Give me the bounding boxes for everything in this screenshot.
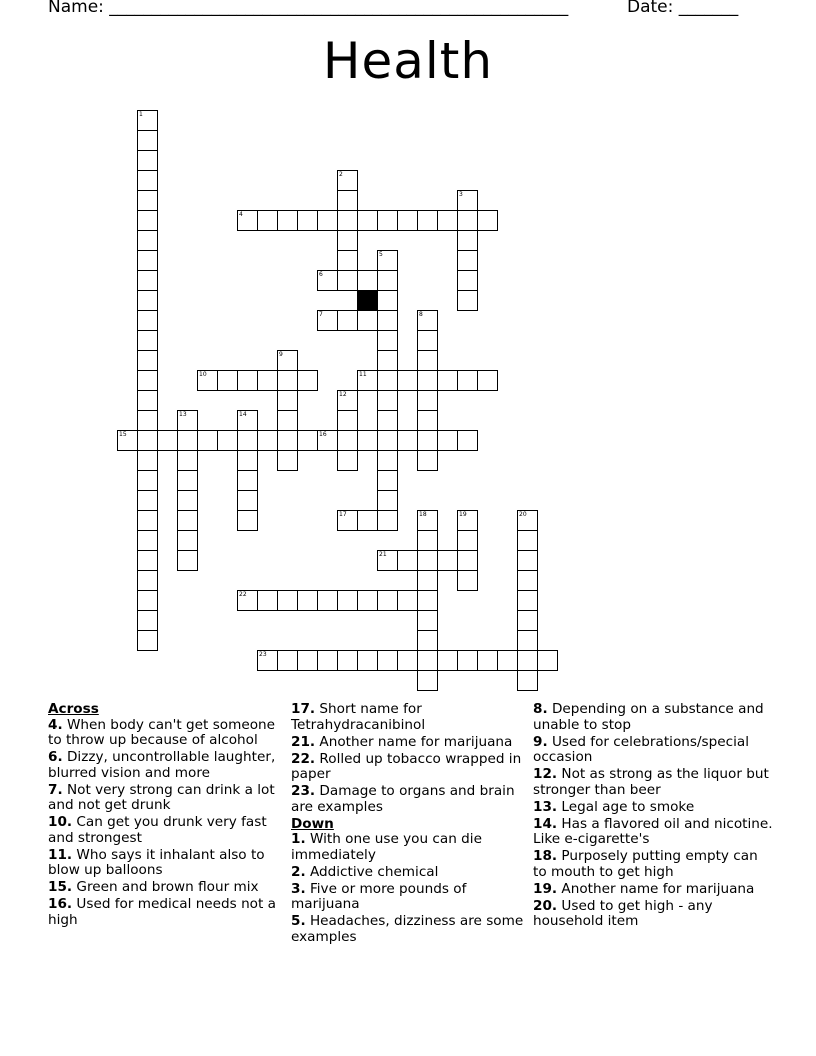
grid-cell[interactable] [437, 430, 458, 451]
grid-cell[interactable] [417, 630, 438, 651]
grid-cell[interactable] [457, 530, 478, 551]
grid-cell[interactable] [217, 370, 238, 391]
grid-cell[interactable] [457, 550, 478, 571]
clue-number: 6 [319, 271, 323, 278]
clue-number: 17 [339, 511, 347, 518]
grid-cell[interactable] [377, 350, 398, 371]
grid-cell[interactable] [277, 210, 298, 231]
grid-cell[interactable] [397, 550, 418, 571]
down-heading: Down [291, 815, 334, 832]
clue-down: 19. Another name for marijuana [533, 880, 755, 897]
grid-cell[interactable] [417, 610, 438, 631]
grid-cell[interactable] [417, 670, 438, 691]
grid-cell[interactable] [477, 650, 498, 671]
grid-cell[interactable] [277, 650, 298, 671]
grid-cell[interactable] [237, 450, 258, 471]
grid-cell[interactable] [377, 210, 398, 231]
grid-cell[interactable] [137, 150, 158, 171]
grid-cell[interactable] [237, 370, 258, 391]
grid-cell[interactable] [177, 430, 198, 451]
grid-cell[interactable] [137, 190, 158, 211]
grid-cell[interactable] [457, 230, 478, 251]
clue-number: 23 [259, 651, 267, 658]
grid-cell[interactable] [377, 510, 398, 531]
grid-cell[interactable] [477, 370, 498, 391]
clue-across: 15. Green and brown flour mix [48, 879, 259, 895]
grid-cell[interactable] [397, 590, 418, 611]
clue-number: 16 [319, 431, 327, 438]
clue-across: 11. Who says it inhalant also to blow up balloons [48, 846, 265, 878]
clue-down: 5. Headaches, dizziness are some examples [291, 913, 524, 945]
grid-cell[interactable] [337, 650, 358, 671]
grid-cell[interactable] [357, 430, 378, 451]
clue-number: 8 [419, 311, 423, 318]
clue-across: 21. Another name for marijuana [291, 733, 513, 750]
clue-down: 18. Purposely putting empty can to mouth to get high [533, 848, 758, 880]
grid-cell[interactable] [377, 650, 398, 671]
grid-cell[interactable] [417, 550, 438, 571]
grid-cell[interactable] [377, 550, 398, 571]
clue-number: 7 [319, 311, 323, 318]
grid-cell[interactable] [137, 170, 158, 191]
grid-cell[interactable] [297, 370, 318, 391]
clue-down: 3. Five or more pounds of marijuana [291, 880, 467, 912]
grid-cell[interactable] [377, 430, 398, 451]
grid-cell[interactable] [357, 310, 378, 331]
grid-cell[interactable] [417, 330, 438, 351]
grid-cell[interactable] [257, 370, 278, 391]
grid-cell[interactable] [457, 650, 478, 671]
grid-cell[interactable] [377, 410, 398, 431]
grid-cell[interactable] [137, 530, 158, 551]
clue-number: 3 [459, 191, 463, 198]
grid-cell[interactable] [517, 670, 538, 691]
grid-cell[interactable] [377, 250, 398, 271]
grid-cell[interactable] [237, 410, 258, 431]
grid-cell[interactable] [337, 170, 358, 191]
grid-cell[interactable] [137, 270, 158, 291]
grid-cell[interactable] [337, 430, 358, 451]
grid-cell[interactable] [457, 190, 478, 211]
grid-cell[interactable] [217, 430, 238, 451]
clue-across: 16. Used for medical needs not a high [48, 896, 276, 928]
across-heading: Across [48, 701, 99, 717]
grid-cell[interactable] [517, 530, 538, 551]
grid-cell[interactable] [277, 430, 298, 451]
grid-cell[interactable] [137, 490, 158, 511]
clue-across: 17. Short name for Tetrahydracanibinol [291, 701, 426, 733]
grid-cell[interactable] [277, 370, 298, 391]
clue-number: 14 [239, 411, 247, 418]
grid-cell[interactable] [377, 330, 398, 351]
grid-cell[interactable] [457, 510, 478, 531]
clue-across: 23. Damage to organs and brain are examples [291, 783, 515, 815]
clue-number: 4 [239, 211, 243, 218]
grid-cell[interactable] [417, 570, 438, 591]
grid-cell[interactable] [437, 370, 458, 391]
clue-down: 13. Legal age to smoke [533, 798, 695, 815]
grid-cell[interactable] [397, 650, 418, 671]
grid-cell[interactable] [457, 290, 478, 311]
grid-cell[interactable] [457, 430, 478, 451]
grid-cell[interactable] [337, 310, 358, 331]
grid-cell[interactable] [357, 510, 378, 531]
grid-cell[interactable] [137, 210, 158, 231]
grid-cell[interactable] [277, 410, 298, 431]
grid-cell[interactable] [377, 290, 398, 311]
grid-cell[interactable] [497, 650, 518, 671]
grid-cell[interactable] [397, 370, 418, 391]
grid-cell[interactable] [377, 470, 398, 491]
grid-cell[interactable] [417, 410, 438, 431]
grid-cell[interactable] [317, 650, 338, 671]
grid-cell[interactable] [297, 650, 318, 671]
grid-cell[interactable] [257, 590, 278, 611]
clue-down: 2. Addictive chemical [291, 863, 439, 880]
grid-cell[interactable] [357, 270, 378, 291]
grid-cell[interactable] [237, 210, 258, 231]
grid-cell[interactable] [457, 250, 478, 271]
clue-number: 18 [419, 511, 427, 518]
grid-cell[interactable] [177, 510, 198, 531]
grid-cell[interactable] [377, 490, 398, 511]
clue-down: 14. Has a flavored oil and nicotine. Like e-cigarette's [533, 815, 773, 847]
grid-cell[interactable] [417, 510, 438, 531]
grid-cell[interactable] [257, 210, 278, 231]
clues-column-3 [533, 702, 773, 931]
grid-cell[interactable] [137, 390, 158, 411]
clue-number: 10 [199, 371, 207, 378]
grid-cell[interactable] [277, 390, 298, 411]
grid-cell[interactable] [337, 190, 358, 211]
grid-cell[interactable] [397, 210, 418, 231]
grid-cell[interactable] [137, 470, 158, 491]
clue-number: 20 [519, 511, 527, 518]
grid-cell[interactable] [197, 430, 218, 451]
grid-cell[interactable] [237, 430, 258, 451]
grid-cell[interactable] [237, 470, 258, 491]
grid-cell[interactable] [417, 590, 438, 611]
grid-cell[interactable] [517, 650, 538, 671]
grid-cell[interactable] [237, 590, 258, 611]
grid-cell[interactable] [317, 270, 338, 291]
grid-cell[interactable] [357, 210, 378, 231]
grid-cell[interactable] [357, 590, 378, 611]
grid-cell[interactable] [257, 650, 278, 671]
grid-cell[interactable] [417, 370, 438, 391]
grid-cell[interactable] [517, 610, 538, 631]
clues-column-1 [48, 702, 283, 930]
grid-cell[interactable] [337, 510, 358, 531]
grid-cell[interactable] [437, 550, 458, 571]
clue-down: 12. Not as strong as the liquor but stronger than beer [533, 766, 769, 798]
grid-cell[interactable] [417, 350, 438, 371]
grid-cell[interactable] [457, 370, 478, 391]
clue-number: 22 [239, 591, 247, 598]
grid-cell[interactable] [377, 390, 398, 411]
grid-cell[interactable] [517, 570, 538, 591]
grid-cell[interactable] [537, 650, 558, 671]
grid-cell[interactable] [277, 590, 298, 611]
grid-cell[interactable] [137, 590, 158, 611]
grid-cell[interactable] [117, 430, 138, 451]
grid-cell[interactable] [397, 430, 418, 451]
grid-cell[interactable] [237, 510, 258, 531]
grid-cell[interactable] [137, 290, 158, 311]
clue-across: 6. Dizzy, uncontrollable laughter, blurred vision and more [48, 749, 276, 781]
grid-cell[interactable] [337, 270, 358, 291]
grid-cell[interactable] [137, 450, 158, 471]
grid-cell[interactable] [137, 110, 158, 131]
grid-cell[interactable] [137, 350, 158, 371]
grid-cell[interactable] [137, 570, 158, 591]
grid-cell[interactable] [177, 410, 198, 431]
grid-cell[interactable] [417, 430, 438, 451]
grid-cell[interactable] [457, 270, 478, 291]
clue-across: 10. Can get you drunk very fast and strongest [48, 814, 267, 846]
grid-cell[interactable] [177, 550, 198, 571]
grid-cell[interactable] [137, 310, 158, 331]
grid-cell[interactable] [297, 210, 318, 231]
clue-across: 4. When body can't get someone to throw up because of alcohol [48, 716, 276, 748]
clue-number: 5 [379, 251, 383, 258]
grid-cell[interactable] [437, 210, 458, 231]
grid-cell[interactable] [417, 210, 438, 231]
grid-cell[interactable] [517, 510, 538, 531]
date-field[interactable]: Date: _______ [627, 0, 739, 17]
grid-cell[interactable] [337, 210, 358, 231]
clue-number: 19 [459, 511, 467, 518]
grid-cell[interactable] [137, 130, 158, 151]
clue-number: 2 [339, 171, 343, 178]
grid-cell[interactable] [177, 530, 198, 551]
grid-cell[interactable] [417, 450, 438, 471]
grid-cell[interactable] [177, 450, 198, 471]
grid-cell[interactable] [137, 550, 158, 571]
clue-number: 12 [339, 391, 347, 398]
grid-cell[interactable] [137, 410, 158, 431]
grid-cell[interactable] [137, 330, 158, 351]
grid-cell[interactable] [437, 650, 458, 671]
clue-number: 15 [119, 431, 127, 438]
clue-down: 1. With one use you can die immediately [291, 831, 482, 863]
grid-cell[interactable] [137, 430, 158, 451]
grid-cell[interactable] [137, 230, 158, 251]
grid-cell[interactable] [297, 590, 318, 611]
grid-cell[interactable] [337, 250, 358, 271]
grid-cell[interactable] [337, 410, 358, 431]
clue-number: 21 [379, 551, 387, 558]
grid-cell[interactable] [137, 630, 158, 651]
grid-cell[interactable] [377, 590, 398, 611]
grid-cell[interactable] [517, 550, 538, 571]
grid-cell[interactable] [417, 650, 438, 671]
grid-cell[interactable] [517, 630, 538, 651]
grid-cell[interactable] [377, 310, 398, 331]
grid-cell[interactable] [357, 650, 378, 671]
clue-across: 22. Rolled up tobacco wrapped in paper [291, 750, 522, 782]
grid-cell[interactable] [297, 430, 318, 451]
grid-cell[interactable] [137, 370, 158, 391]
black-square [357, 290, 378, 311]
grid-cell[interactable] [457, 210, 478, 231]
clues-column-2 [291, 702, 526, 947]
grid-cell[interactable] [417, 530, 438, 551]
clue-down: 8. Depending on a substance and unable to stop [533, 701, 764, 733]
grid-cell[interactable] [137, 610, 158, 631]
grid-cell[interactable] [377, 370, 398, 391]
grid-cell[interactable] [137, 510, 158, 531]
clue-number: 9 [279, 351, 283, 358]
grid-cell[interactable] [277, 450, 298, 471]
grid-cell[interactable] [377, 450, 398, 471]
grid-cell[interactable] [417, 310, 438, 331]
grid-cell[interactable] [177, 490, 198, 511]
clue-number: 13 [179, 411, 187, 418]
clue-number: 11 [359, 371, 367, 378]
grid-cell[interactable] [417, 390, 438, 411]
clue-down: 20. Used to get high - any household item [533, 897, 713, 929]
clue-number: 1 [139, 111, 143, 118]
grid-cell[interactable] [197, 370, 218, 391]
grid-cell[interactable] [317, 210, 338, 231]
clue-down: 9. Used for celebrations/special occasion [533, 733, 749, 765]
grid-cell[interactable] [457, 570, 478, 591]
grid-cell[interactable] [337, 230, 358, 251]
grid-cell[interactable] [357, 370, 378, 391]
grid-cell[interactable] [337, 450, 358, 471]
grid-cell[interactable] [317, 310, 338, 331]
grid-cell[interactable] [237, 490, 258, 511]
name-field[interactable]: Name: ______________________________________________________ [48, 0, 569, 17]
clue-across: 7. Not very strong can drink a lot and not get drunk [48, 781, 275, 813]
grid-cell[interactable] [157, 430, 178, 451]
grid-cell[interactable] [317, 430, 338, 451]
page-title: Health [322, 32, 494, 90]
grid-cell[interactable] [317, 590, 338, 611]
grid-cell[interactable] [257, 430, 278, 451]
grid-cell[interactable] [477, 210, 498, 231]
grid-cell[interactable] [337, 590, 358, 611]
grid-cell[interactable] [137, 250, 158, 271]
grid-cell[interactable] [177, 470, 198, 491]
grid-cell[interactable] [277, 350, 298, 371]
grid-cell[interactable] [337, 390, 358, 411]
grid-cell[interactable] [377, 270, 398, 291]
grid-cell[interactable] [517, 590, 538, 611]
